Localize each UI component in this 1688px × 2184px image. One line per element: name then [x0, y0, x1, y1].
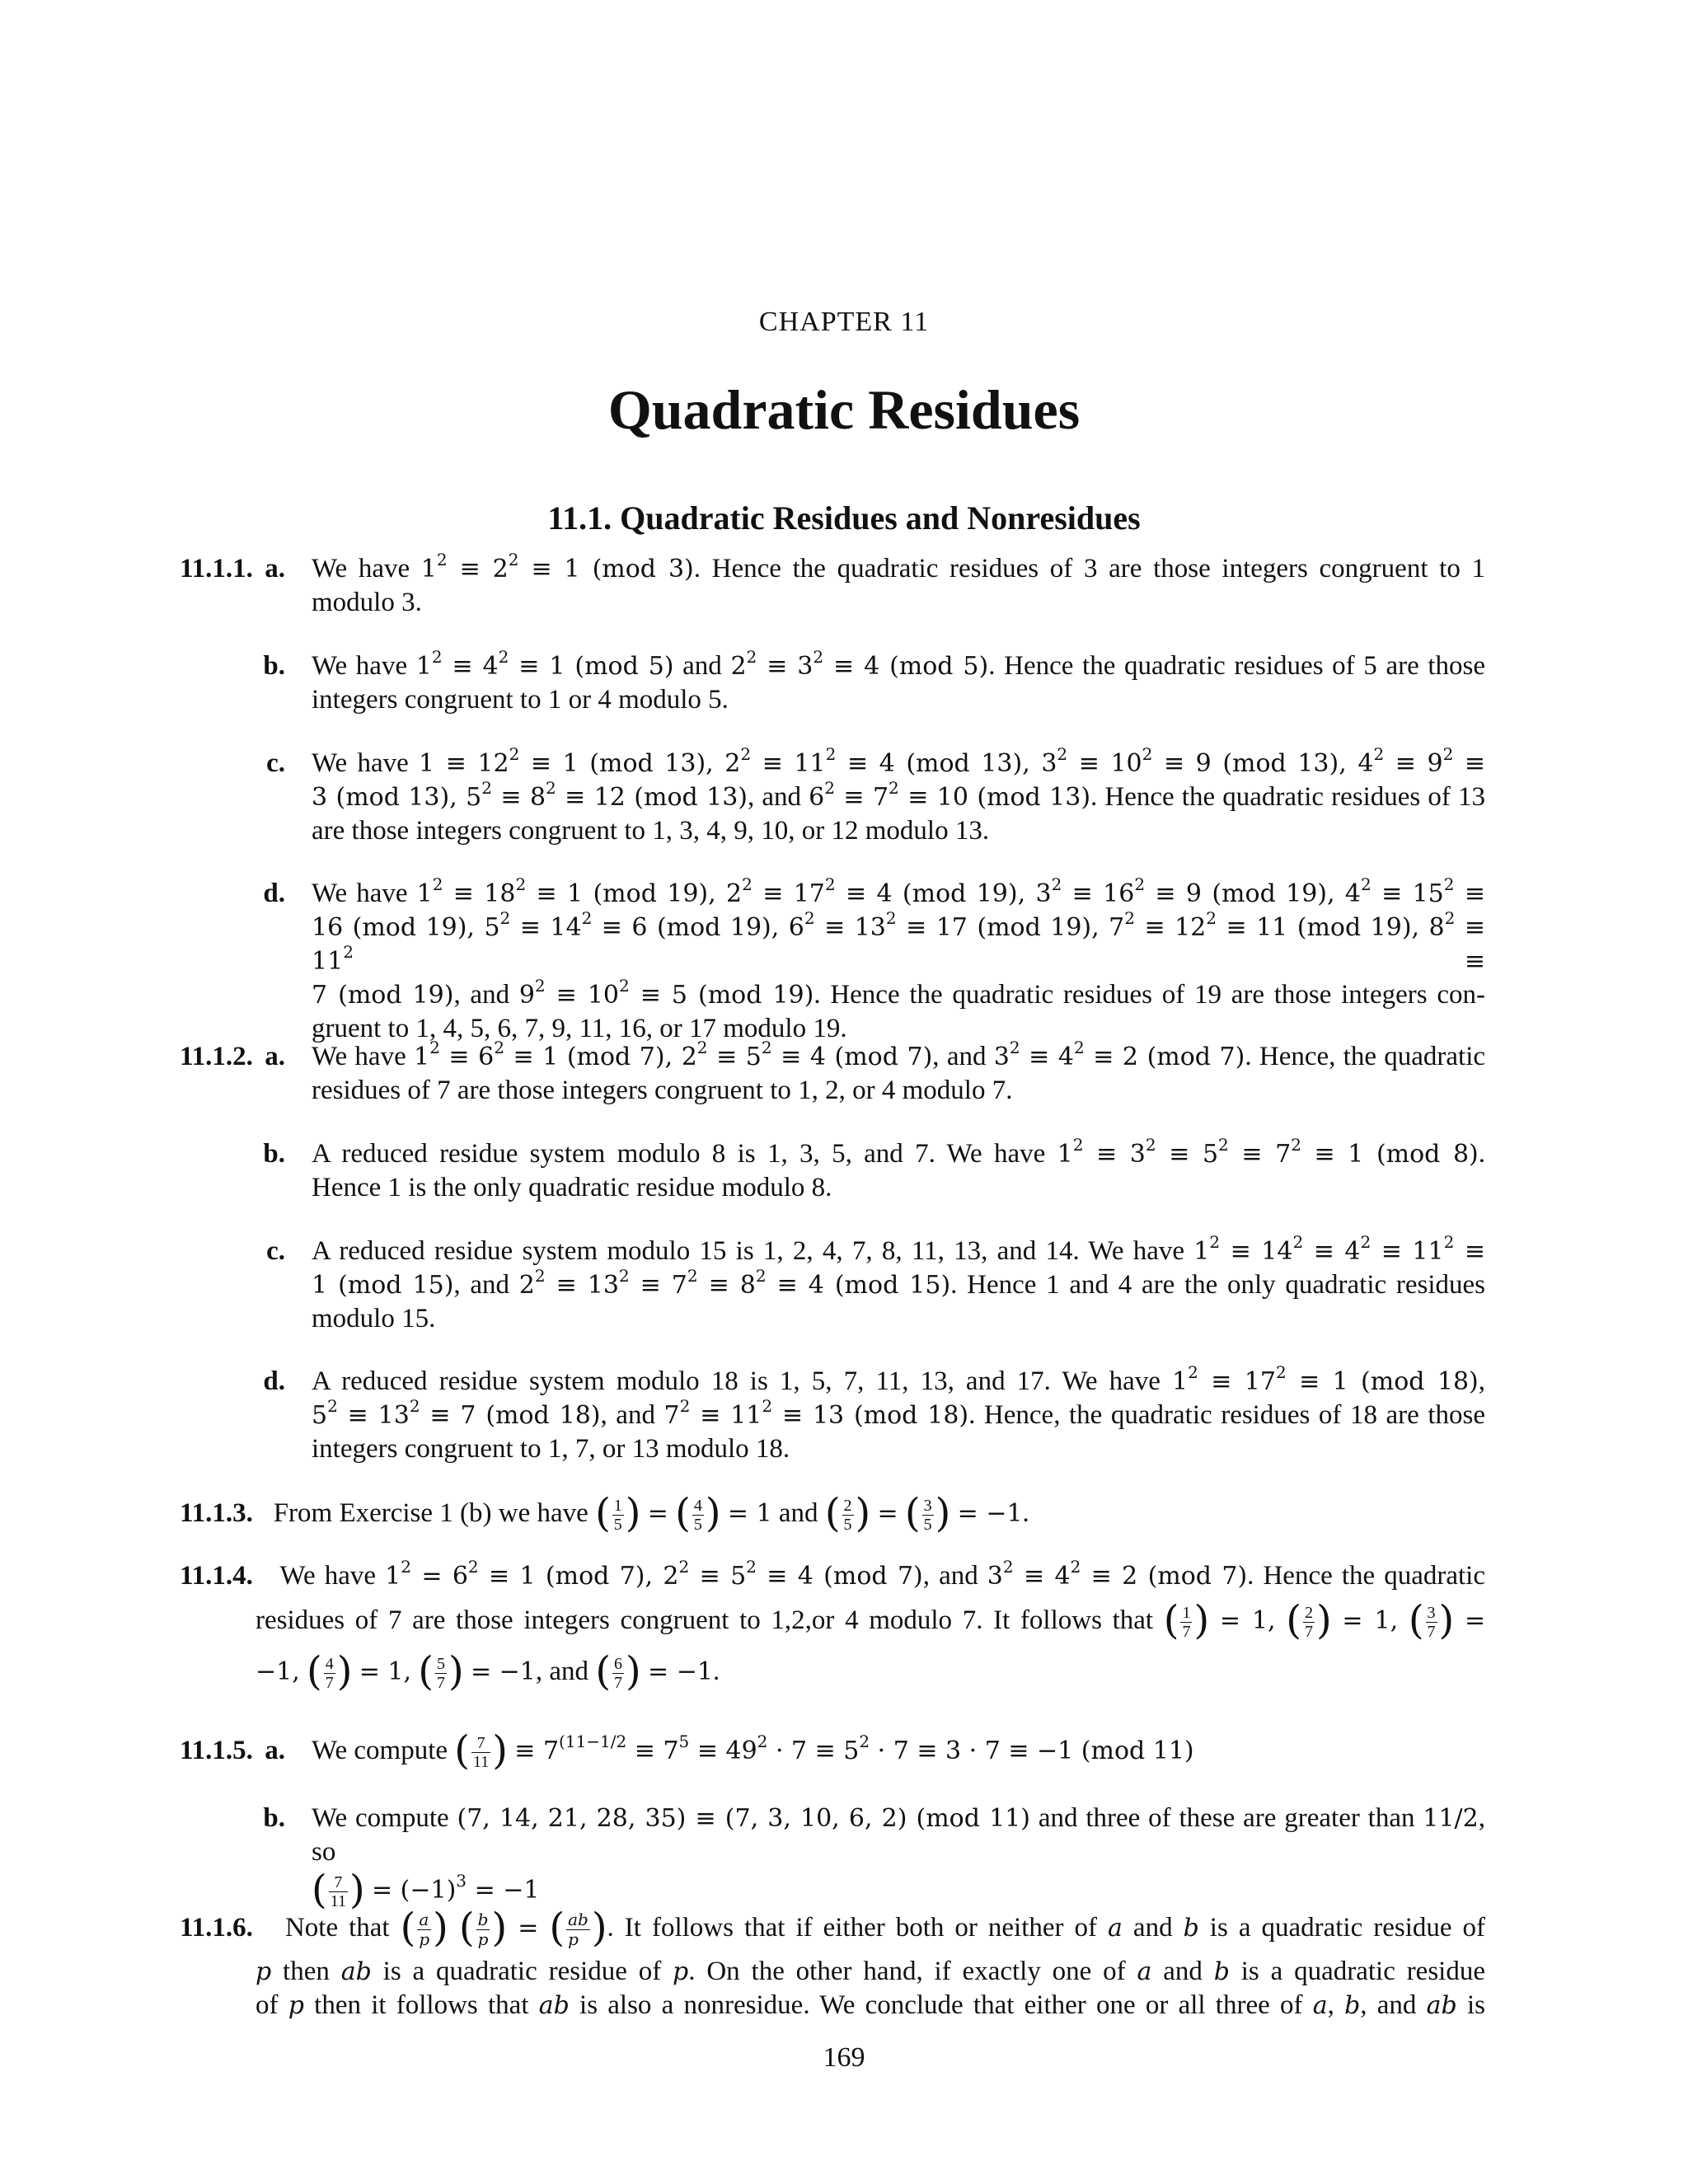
exercise-label: 11.1.1.: [180, 554, 253, 583]
exercise-label: 11.1.2.: [180, 1042, 253, 1071]
exercise-text: We have $1^2 \equiv 6^2 \equiv 1$ (mod 7), $2^2 \equiv 5^2 \equiv 4$ (mod 7), and $3^2 \equiv 4^2 \equiv 2$ (mod 7). Hence, the quadratic residues of 7 are those integers congruent to 1, 2, or 4 modulo 7.: [312, 1038, 1486, 1105]
exercise-text: We have $1 \equiv 12^2 \equiv 1$ (mod 13), $2^2 \equiv 11^2 \equiv 4$ (mod 13), $3^2 \equiv 10^2 \equiv 9$ (mod 13), $4^2 \equiv 9^2$ ≡ 3 (mod 13), $5^2 \equiv 8^2 \equiv 12$ (mod 13), and $6^2 \equiv 7^2 \equiv 10$ (mod 13). Hence the quadratic residues of 13 are those integers congruent to 1, 3, 4, 9, 10, or 12 modulo 13.: [312, 744, 1486, 846]
exercise-text: We have $1^2 \equiv 18^2 \equiv 1$ (mod 19), $2^2 \equiv 17^2 \equiv 4$ (mod 19), $3^2 \equiv 16^2 \equiv 9$ (mod 19), $4^2 \equiv 15^2$ ≡ 16 (mod 19), $5^2 \equiv 14^2 \equiv 6$ (mod 19), $6^2 \equiv 13^2 \equiv 17$ (mod 19), $7^2 \equiv 12^2 \equiv 11$ (mod 19), $8^2 \equiv 11^2$ ≡ 7 (mod 19), and $9^2 \equiv 10^2 \equiv 5$ (mod 19). Hence the quadratic residues of 19 are those integers con- gruent to 1, 4, 5, 6, 7, 9, 11, 16, or 17 modulo 19.: [312, 874, 1485, 1043]
exercise-text: We have $1^2 \equiv 4^2 \equiv 1$ (mod 5) and $2^2 \equiv 3^2 \equiv 4$ (mod 5). Hence the quadratic residues of 5 are those integers congruent to 1 or 4 modulo 5.: [312, 647, 1486, 715]
exercise-text: We have $1^2 \equiv 2^2 \equiv 1$ (mod 3). Hence the quadratic residues of 3 are those integers congruent to 1 modulo 3.: [312, 550, 1485, 617]
part-label: c.: [266, 1236, 285, 1266]
part-label: b.: [263, 1803, 285, 1833]
page-number: 169: [823, 2042, 865, 2073]
exercise-label: 11.1.3.: [180, 1498, 253, 1529]
exercise-text: p then ab is a quadratic residue of p. On the other hand, if exactly one of a and b is a quadratic residue of p then it follows that ab is also a nonresidue. We conclude that either one or all three of a, b, and ab is: [256, 1957, 1485, 2020]
exercise-text: We compute (7, 14, 21, 28, 35) ≡ (7, 3, 10, 6, 2) (mod 11) and three of these are greater than 11/2, so ( $\frac{7}{11}$ ) = $(-1)^3 = -1$: [312, 1803, 1485, 1914]
exercise-text: 11.1.3. From Exercise 1 (b) we have ( $\frac{1}{5}$ ) = ( $\frac{4}{5}$ ) = 1 and ( $\frac{2}{5}$ ) = ( $\frac{3}{5}$ ) = −1.: [180, 1490, 1029, 1537]
part-label: b.: [263, 1139, 285, 1169]
part-label: a.: [265, 1042, 285, 1071]
exercise-text: 11.1.4. We have $1^2 = 6^2 \equiv 1$ (mod 7), $2^2 \equiv 5^2 \equiv 4$ (mod 7), and $3^2 \equiv 4^2 \equiv 2$ (mod 7). Hence the quadratic: [180, 1557, 1485, 1591]
part-label: b.: [263, 651, 285, 681]
exercise-label: 11.1.4.: [180, 1561, 253, 1591]
part-label: a.: [265, 554, 285, 583]
exercise-text: A reduced residue system modulo 8 is 1, 3, 5, and 7. We have $1^2 \equiv 3^2 \equiv 5^2 \equiv 7^2 \equiv 1$ (mod 8). Hence 1 is the only quadratic residue modulo 8.: [312, 1135, 1485, 1202]
part-label: a.: [265, 1736, 285, 1765]
exercise-text: 11.1.6. Note that ( $\frac{a}{p}$ ) ( $\frac{b}{p}$ ) = ( $\frac{ab}{p}$ ). It follows that if either both or neither of a and b is a quadratic residue of: [180, 1905, 1486, 1952]
section-heading: 11.1. Quadratic Residues and Nonresidues: [547, 499, 1141, 537]
exercise-label: 11.1.6.: [180, 1913, 253, 1943]
exercise-text: −1, ( $\frac{4}{7}$ ) = 1, ( $\frac{5}{7}$ ) = −1, and ( $\frac{6}{7}$ ) = −1.: [256, 1648, 720, 1695]
exercise-text: A reduced residue system modulo 18 is 1, 5, 7, 11, 13, and 17. We have $1^2 \equiv 17^2 \equiv 1$ (mod 18), $5^2 \equiv 13^2 \equiv 7$ (mod 18), and $7^2 \equiv 11^2 \equiv 13$ (mod 18). Hence, the quadratic residues of 18 are those integers congruent to 1, 7, or 13 modulo 18.: [312, 1362, 1486, 1464]
exercise-label: 11.1.5.: [180, 1736, 253, 1765]
chapter-title: Quadratic Residues: [607, 378, 1081, 441]
exercise-text: A reduced residue system modulo 15 is 1, 2, 4, 7, 8, 11, 13, and 14. We have $1^2 \equiv 14^2 \equiv 4^2 \equiv 11^2$ ≡ 1 (mod 15), and $2^2 \equiv 13^2 \equiv 7^2 \equiv 8^2 \equiv 4$ (mod 15). Hence 1 and 4 are the only quadratic residues modulo 15.: [312, 1232, 1486, 1333]
exercise-text: residues of 7 are those integers congruent to 1,2,or 4 modulo 7. It follows that ( $\frac{1}{7}$ ) = 1, ( $\frac{2}{7}$ ) = 1, ( $\frac{3}{7}$ ) =: [256, 1597, 1486, 1644]
part-label: d.: [263, 879, 285, 908]
exercise-text: We compute ( $\frac{7}{11}$ ) ≡ $7^{(11-1/2} \equiv 7^5 \equiv 49^2 \cdot 7 \equiv 5^2 \cdot 7 \equiv 3 \cdot 7 \equiv -1$ (mod 11): [312, 1727, 1194, 1774]
chapter-label: CHAPTER 11: [758, 307, 930, 337]
part-label: d.: [263, 1366, 285, 1396]
part-label: c.: [266, 748, 285, 778]
